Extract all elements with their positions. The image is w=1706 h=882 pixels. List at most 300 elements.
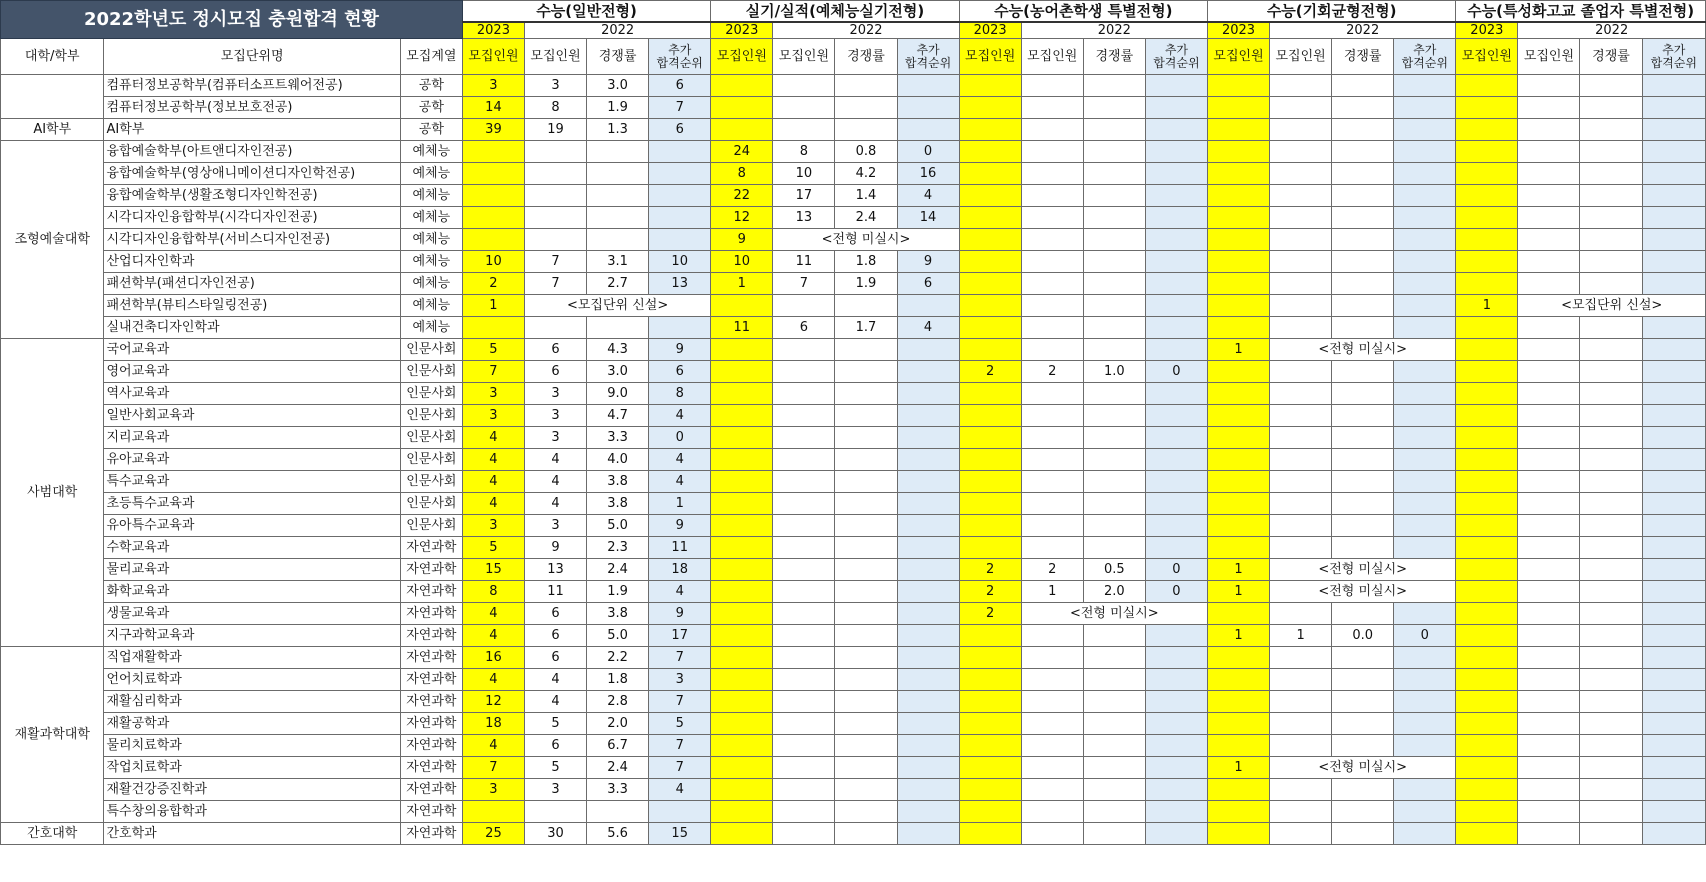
rate-cell: 3.0: [587, 75, 649, 97]
rate-cell: 4.0: [587, 449, 649, 471]
recruit-2022-cell: [1518, 75, 1580, 97]
recruit-2023-cell: [959, 141, 1021, 163]
recruit-2022-cell: [1518, 449, 1580, 471]
recruit-2023-cell: [959, 471, 1021, 493]
recruit-2022-cell: [1021, 537, 1083, 559]
rank-cell: 0: [1145, 559, 1207, 581]
rate-cell: [835, 493, 897, 515]
recruit-2023-cell: [711, 647, 773, 669]
recruit-2022-cell: [773, 361, 835, 383]
rate-cell: [1083, 383, 1145, 405]
recruit-2023-cell: [711, 383, 773, 405]
recruit-2023-cell: [711, 471, 773, 493]
recruit-2022-cell: 13: [524, 559, 586, 581]
recruit-2022-cell: [1021, 625, 1083, 647]
recruit-2023-cell: [1207, 361, 1269, 383]
track-cell: 인문사회: [400, 427, 462, 449]
table-body: [1, 75, 1706, 845]
rank-cell: [897, 295, 959, 317]
recruit-2022-cell: [1021, 691, 1083, 713]
recruit-2023-cell: [959, 691, 1021, 713]
unit-name: 특수교육과: [104, 471, 400, 493]
rate-cell: [1083, 273, 1145, 295]
rate-cell: [1332, 669, 1394, 691]
rank-cell: [1642, 449, 1705, 471]
recruit-2022-cell: [1518, 493, 1580, 515]
rate-cell: [1580, 207, 1642, 229]
recruit-2023-cell: [1207, 317, 1269, 339]
recruit-2023-cell: [959, 823, 1021, 845]
recruit-2022-cell: [1021, 383, 1083, 405]
rank-cell: 16: [897, 163, 959, 185]
rank-cell: [1145, 493, 1207, 515]
rank-cell: [649, 801, 711, 823]
table-row: [1, 207, 1706, 229]
rate-cell: [1580, 119, 1642, 141]
section-header: 수능(특성화고교 졸업자 특별전형): [1456, 1, 1706, 23]
recruit-2023-cell: [1207, 669, 1269, 691]
recruit-2023-cell: 1: [1456, 295, 1518, 317]
recruit-2023-cell: [959, 339, 1021, 361]
recruit-2023-cell: [1456, 647, 1518, 669]
rate-cell: [1580, 449, 1642, 471]
recruit-2022-cell: [1518, 229, 1580, 251]
recruit-2023-cell: [959, 801, 1021, 823]
rank-cell: [1642, 383, 1705, 405]
recruit-2023-cell: 4: [462, 427, 524, 449]
rank-cell: [649, 229, 711, 251]
rate-cell: [835, 339, 897, 361]
recruit-2022-cell: 3: [524, 427, 586, 449]
rate-cell: 1.9: [587, 97, 649, 119]
rank-cell: [1145, 141, 1207, 163]
recruit-2023-cell: [1207, 163, 1269, 185]
recruit-2022-cell: [1021, 163, 1083, 185]
rate-cell: [1083, 493, 1145, 515]
recruit-2022-cell: 11: [773, 251, 835, 273]
page-title: 2022학년도 정시모집 충원합격 현황: [1, 1, 463, 39]
rank-cell: [1394, 493, 1456, 515]
rank-cell: [1145, 97, 1207, 119]
recruit-2023-cell: [959, 229, 1021, 251]
recruit-2023-cell: [1207, 141, 1269, 163]
rate-cell: 3.8: [587, 471, 649, 493]
rate-cell: [1083, 97, 1145, 119]
rank-cell: [1394, 537, 1456, 559]
unit-name: 수학교육과: [104, 537, 400, 559]
recruit-2022-cell: 30: [524, 823, 586, 845]
rank-cell: [1642, 779, 1705, 801]
recruit-2023-cell: [1207, 779, 1269, 801]
rate-cell: [1083, 625, 1145, 647]
rank-cell: [1145, 515, 1207, 537]
rate-cell: 0.0: [1332, 625, 1394, 647]
recruit-2023-cell: 3: [462, 75, 524, 97]
table-row: [1, 427, 1706, 449]
recruit-2022-cell: [1518, 405, 1580, 427]
recruit-2022-cell: [1518, 361, 1580, 383]
rate-cell: [1083, 757, 1145, 779]
rank-cell: [1642, 801, 1705, 823]
rate-cell: [1332, 823, 1394, 845]
recruit-2022-cell: [1518, 207, 1580, 229]
recruit-2022-cell: [773, 581, 835, 603]
recruit-2022-cell: [773, 603, 835, 625]
recruit-2023-cell: [1207, 383, 1269, 405]
recruit-2022-cell: [1270, 295, 1332, 317]
rate-cell: 3.3: [587, 427, 649, 449]
recruit-2022-cell: 19: [524, 119, 586, 141]
recruit-2022-cell: [1270, 603, 1332, 625]
recruit-2023-cell: [1456, 339, 1518, 361]
recruit-2022-cell: 5: [524, 713, 586, 735]
track-cell: 자연과학: [400, 801, 462, 823]
recruit-2023-cell: 2: [462, 273, 524, 295]
rank-cell: [1642, 97, 1705, 119]
recruit-2023-cell: 5: [462, 339, 524, 361]
rate-cell: [1083, 251, 1145, 273]
rank-cell: [1145, 295, 1207, 317]
track-cell: 예체능: [400, 229, 462, 251]
recruit-2023-cell: [1456, 757, 1518, 779]
recruit-2022-cell: [1021, 757, 1083, 779]
rate-cell: [1332, 273, 1394, 295]
recruit-2023-cell: 1: [1207, 339, 1269, 361]
recruit-2022-cell: [773, 339, 835, 361]
note-cell: <전형 미실시>: [773, 229, 959, 251]
recruit-2023-cell: [1456, 471, 1518, 493]
rank-cell: [897, 515, 959, 537]
rate-cell: [1083, 669, 1145, 691]
recruit-2023-cell: [959, 713, 1021, 735]
rate-cell: 2.0: [587, 713, 649, 735]
recruit-2023-cell: 3: [462, 515, 524, 537]
recruit-2023-cell: 1: [462, 295, 524, 317]
recruit-2023-cell: 2: [959, 603, 1021, 625]
rate-cell: 2.8: [587, 691, 649, 713]
recruit-2023-cell: [1456, 449, 1518, 471]
recruit-2023-cell: 7: [462, 361, 524, 383]
recruit-2023-cell: 4: [462, 493, 524, 515]
year-2022-label: 2022: [1021, 22, 1207, 39]
unit-name: AI학부: [104, 119, 400, 141]
rank-cell: [1394, 449, 1456, 471]
rank-cell: [897, 625, 959, 647]
recruit-2022-col-header: 모집인원: [524, 39, 586, 75]
rank-cell: 9: [649, 515, 711, 537]
rate-cell: 2.0: [1083, 581, 1145, 603]
rate-cell: [1580, 779, 1642, 801]
recruit-2023-cell: [1207, 75, 1269, 97]
year-2023-label: 2023: [462, 22, 524, 39]
rate-cell: [835, 779, 897, 801]
rank-cell: 4: [649, 581, 711, 603]
track-cell: 인문사회: [400, 339, 462, 361]
recruit-2022-cell: [1270, 493, 1332, 515]
rank-cell: [897, 559, 959, 581]
rank-cell: [1394, 603, 1456, 625]
rank-cell: 7: [649, 647, 711, 669]
recruit-2023-cell: [711, 669, 773, 691]
rank-col-header: 추가 합격순위: [1642, 39, 1705, 75]
rate-cell: [835, 559, 897, 581]
rank-cell: [1145, 669, 1207, 691]
recruit-2023-cell: [1207, 647, 1269, 669]
note-cell: <전형 미실시>: [1270, 339, 1456, 361]
recruit-2023-cell: 25: [462, 823, 524, 845]
recruit-2022-cell: 1: [1270, 625, 1332, 647]
recruit-2023-cell: [959, 185, 1021, 207]
recruit-2023-cell: [1456, 625, 1518, 647]
table-row: [1, 163, 1706, 185]
recruit-2023-col-header: 모집인원: [462, 39, 524, 75]
recruit-2023-cell: [462, 801, 524, 823]
college-cell: 재활과학대학: [1, 647, 104, 823]
recruit-2022-cell: [1270, 427, 1332, 449]
rate-cell: [1580, 801, 1642, 823]
recruit-2023-cell: 12: [462, 691, 524, 713]
recruit-2022-cell: [1518, 383, 1580, 405]
rank-cell: [897, 449, 959, 471]
table-row: [1, 581, 1706, 603]
rank-cell: [1642, 427, 1705, 449]
recruit-2022-cell: [773, 691, 835, 713]
rate-cell: [1332, 295, 1394, 317]
rank-cell: [897, 647, 959, 669]
rate-cell: [1083, 823, 1145, 845]
rank-cell: 6: [649, 361, 711, 383]
recruit-2022-cell: 3: [524, 75, 586, 97]
recruit-2022-cell: [1021, 449, 1083, 471]
recruit-2022-cell: [1518, 537, 1580, 559]
rank-cell: [1394, 515, 1456, 537]
rank-col-header: 추가 합격순위: [1145, 39, 1207, 75]
recruit-2023-cell: [1207, 97, 1269, 119]
recruit-2023-cell: [959, 515, 1021, 537]
recruit-2022-cell: [1021, 823, 1083, 845]
rank-cell: [1394, 97, 1456, 119]
table-row: [1, 647, 1706, 669]
year-2023-label: 2023: [1207, 22, 1269, 39]
year-2022-label: 2022: [773, 22, 959, 39]
rate-cell: [835, 647, 897, 669]
recruit-2023-cell: [1207, 119, 1269, 141]
recruit-2023-cell: [959, 779, 1021, 801]
recruit-2023-cell: [959, 537, 1021, 559]
recruit-2022-cell: [1021, 185, 1083, 207]
recruit-2022-cell: [524, 229, 586, 251]
rank-cell: [1642, 823, 1705, 845]
rate-cell: [1083, 537, 1145, 559]
track-cell: 자연과학: [400, 735, 462, 757]
recruit-2022-cell: 6: [773, 317, 835, 339]
track-cell: 자연과학: [400, 669, 462, 691]
rank-col-header: 추가 합격순위: [897, 39, 959, 75]
recruit-2022-cell: [1518, 471, 1580, 493]
recruit-2023-cell: 8: [711, 163, 773, 185]
rank-cell: 14: [897, 207, 959, 229]
rank-cell: [649, 185, 711, 207]
rank-cell: [1145, 75, 1207, 97]
recruit-2022-cell: [1021, 405, 1083, 427]
year-2022-label: 2022: [1518, 22, 1706, 39]
rank-cell: [1642, 317, 1705, 339]
recruit-2023-cell: 22: [711, 185, 773, 207]
recruit-2022-cell: [1518, 97, 1580, 119]
recruit-2023-cell: [1456, 119, 1518, 141]
recruit-2022-cell: [1270, 163, 1332, 185]
recruit-2023-cell: 9: [711, 229, 773, 251]
rank-cell: [1145, 537, 1207, 559]
unit-name: 패션학부(패션디자인전공): [104, 273, 400, 295]
rank-cell: 8: [649, 383, 711, 405]
unit-name: 물리교육과: [104, 559, 400, 581]
rate-cell: [1083, 691, 1145, 713]
unit-name: 지구과학교육과: [104, 625, 400, 647]
year-2023-label: 2023: [959, 22, 1021, 39]
recruit-2022-cell: [1021, 471, 1083, 493]
rank-cell: [897, 713, 959, 735]
rate-cell: [1580, 471, 1642, 493]
rank-cell: [1642, 625, 1705, 647]
recruit-2022-cell: 6: [524, 647, 586, 669]
table-row: [1, 273, 1706, 295]
rate-cell: 3.3: [587, 779, 649, 801]
unit-name: 유아특수교육과: [104, 515, 400, 537]
table-row: [1, 119, 1706, 141]
table-row: [1, 361, 1706, 383]
rank-cell: [1394, 427, 1456, 449]
table-row: [1, 779, 1706, 801]
rank-cell: [897, 669, 959, 691]
recruit-2022-cell: [1270, 75, 1332, 97]
rank-cell: [1394, 273, 1456, 295]
section-header: 수능(일반전형): [462, 1, 710, 23]
rank-cell: [1642, 757, 1705, 779]
rate-cell: [1083, 185, 1145, 207]
rank-cell: 0: [1394, 625, 1456, 647]
rank-cell: [1145, 207, 1207, 229]
rank-cell: [1394, 823, 1456, 845]
rate-cell: 3.8: [587, 493, 649, 515]
rank-cell: [1394, 251, 1456, 273]
rate-cell: [1580, 559, 1642, 581]
recruit-2023-col-header: 모집인원: [959, 39, 1021, 75]
rate-cell: [835, 383, 897, 405]
recruit-2023-cell: [959, 647, 1021, 669]
track-cell: 인문사회: [400, 493, 462, 515]
rank-cell: [1642, 185, 1705, 207]
rate-cell: [587, 801, 649, 823]
recruit-2022-cell: 17: [773, 185, 835, 207]
rate-cell: 9.0: [587, 383, 649, 405]
recruit-2022-cell: [1021, 119, 1083, 141]
recruit-2023-cell: [959, 669, 1021, 691]
recruit-2022-cell: 4: [524, 449, 586, 471]
rate-cell: [1083, 141, 1145, 163]
rate-cell: [835, 823, 897, 845]
rate-cell: 1.9: [835, 273, 897, 295]
recruit-2023-cell: [959, 383, 1021, 405]
rank-cell: [1145, 757, 1207, 779]
recruit-2022-cell: [773, 449, 835, 471]
rate-col-header: 경쟁률: [587, 39, 649, 75]
rank-cell: 10: [649, 251, 711, 273]
recruit-2023-cell: 5: [462, 537, 524, 559]
rate-cell: 4.7: [587, 405, 649, 427]
recruit-2023-cell: [711, 75, 773, 97]
recruit-2022-cell: [1518, 251, 1580, 273]
recruit-2022-cell: [1270, 713, 1332, 735]
recruit-2023-cell: 4: [462, 603, 524, 625]
rank-cell: 18: [649, 559, 711, 581]
rate-cell: 5.0: [587, 625, 649, 647]
rank-cell: 9: [897, 251, 959, 273]
unit-name: 컴퓨터정보공학부(컴퓨터소프트웨어전공): [104, 75, 400, 97]
recruit-2023-cell: [711, 625, 773, 647]
rank-cell: 4: [649, 779, 711, 801]
recruit-2023-cell: [1207, 405, 1269, 427]
recruit-2023-cell: [711, 449, 773, 471]
recruit-2023-cell: [711, 801, 773, 823]
recruit-2023-cell: [1456, 801, 1518, 823]
recruit-2022-cell: [1021, 647, 1083, 669]
rank-cell: [649, 207, 711, 229]
recruit-2022-cell: [1518, 801, 1580, 823]
rank-cell: [1394, 735, 1456, 757]
rank-cell: 4: [649, 449, 711, 471]
unit-name: 융합예술학부(영상애니메이션디자인학전공): [104, 163, 400, 185]
recruit-2022-cell: [1270, 273, 1332, 295]
table-row: [1, 295, 1706, 317]
rank-cell: [1394, 75, 1456, 97]
rank-cell: [1642, 581, 1705, 603]
rate-cell: [835, 625, 897, 647]
rate-cell: [1332, 713, 1394, 735]
unit-name: 생물교육과: [104, 603, 400, 625]
rank-cell: [1394, 801, 1456, 823]
rank-cell: [1145, 647, 1207, 669]
rate-cell: [835, 669, 897, 691]
rank-cell: [1145, 713, 1207, 735]
recruit-2023-cell: [959, 427, 1021, 449]
rate-cell: [1332, 735, 1394, 757]
recruit-2023-cell: 10: [462, 251, 524, 273]
recruit-2022-cell: 3: [524, 405, 586, 427]
rate-cell: [835, 97, 897, 119]
note-cell: <전형 미실시>: [1270, 581, 1456, 603]
recruit-2022-cell: [773, 735, 835, 757]
rate-cell: [1580, 229, 1642, 251]
rate-cell: 5.6: [587, 823, 649, 845]
recruit-2022-cell: [773, 779, 835, 801]
recruit-2023-cell: [1207, 449, 1269, 471]
recruit-2023-cell: 3: [462, 779, 524, 801]
table-row: [1, 515, 1706, 537]
rank-cell: 0: [897, 141, 959, 163]
recruit-2023-cell: 16: [462, 647, 524, 669]
unit-name: 유아교육과: [104, 449, 400, 471]
rank-cell: 3: [649, 669, 711, 691]
rate-cell: [1580, 361, 1642, 383]
recruit-2022-cell: [1270, 735, 1332, 757]
rate-cell: [1083, 339, 1145, 361]
rate-cell: [835, 449, 897, 471]
rate-cell: [1580, 757, 1642, 779]
recruit-2023-cell: [1456, 207, 1518, 229]
rank-cell: [1642, 691, 1705, 713]
recruit-2022-col-header: 모집인원: [1518, 39, 1580, 75]
